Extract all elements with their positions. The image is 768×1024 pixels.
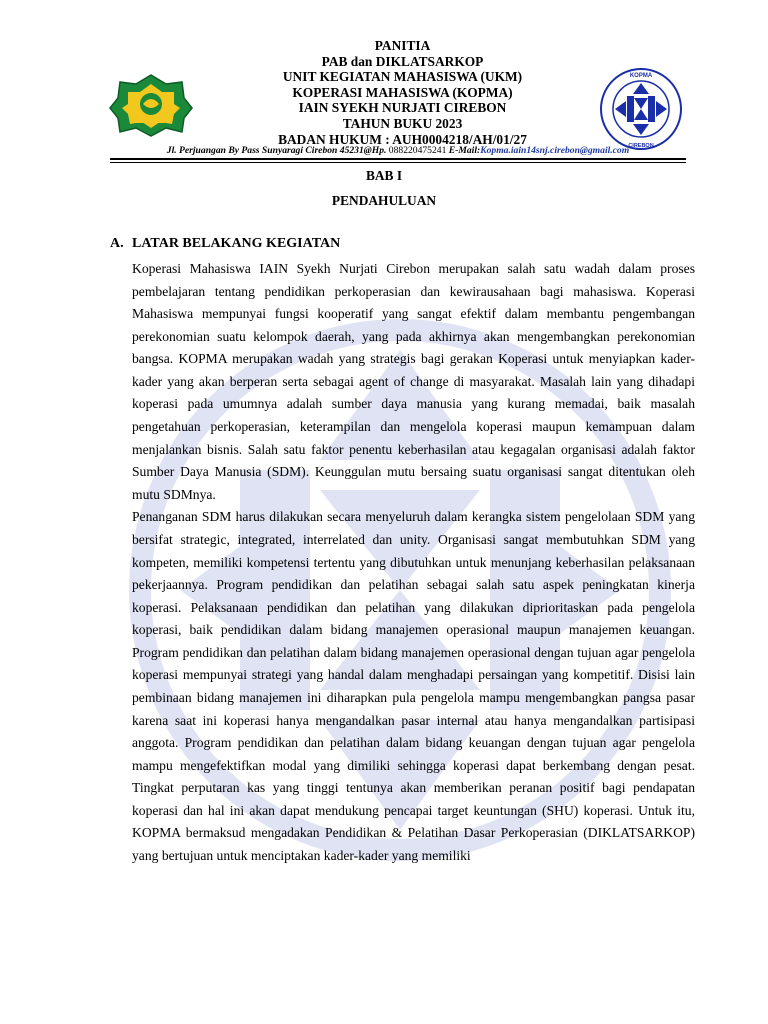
letterhead-line: BADAN HUKUM : AUH0004218/AH/01/27 (278, 131, 527, 147)
paragraph: Penanganan SDM harus dilakukan secara menyeluruh dalam kerangka sistem pengelolaan SDM yang bersifat strategic, integrated, interrelated dan unity. Organisasi sangat membutuhkan SDM yang kompeten, memiliki kompetensi tertentu yang dibutuhkan untuk menunjang keberhasilan pelaksanaan pekerjaannya. Program pendidikan dan pelatihan sebagai salah satu aspek peningkatan kinerja koperasi. Pelaksanaan pendidikan dan pelatihan yang dilakukan diprioritaskan pada pengelola koperasi, baik pendidikan dalam bidang manajemen operasional maupun manajemen keuangan. Program pendidikan dan pelatihan dalam bidang manajemen operasional dengan tujuan agar pengelola koperasi mempunyai strategi yang handal dalam menghadapi persaingan yang kompetitif. Disisi lain pembinaan bidang manajemen ini diharapkan pula pengelola mampu mengembangkan pangsa pasar karena saat ini koperasi hanya mengandalkan pasar internal atau hanya mengandalkan partisipasi anggota. Program pendidikan dan pelatihan dalam bidang keuangan dengan tujuan agar pengelola mampu mengefektifkan modal yang dimiliki sehingga koperasi dapat berkembang dengan pesat. Tingkat perputaran kas yang tinggi tentunya akan memberikan peranan positif bagi pendapatan koperasi dan hal ini akan dapat mendukung pencapai target keuntungan (SHU) koperasi. Untuk itu, KOPMA bermaksud mengadakan Pendidikan & Pelatihan Dasar Perkoperasian (DIKLATSARKOP) yang bertujuan untuk menciptakan kader-kader yang memiliki (132, 509, 695, 864)
section-number: A. (110, 236, 124, 251)
letterhead-line: UNIT KEGIATAN MAHASISWA (UKM) (282, 69, 523, 85)
body-text (132, 258, 695, 868)
letterhead-line: IAIN SYEKH NURJATI CIREBON (298, 100, 507, 116)
header-divider (110, 158, 686, 160)
letterhead (200, 38, 605, 147)
section-heading (110, 236, 340, 252)
svg-text:KOPMA: KOPMA (629, 73, 653, 79)
paragraph: Koperasi Mahasiswa IAIN Syekh Nurjati Cirebon merupakan salah satu wadah dalam proses pembelajaran tentang pendidikan perkoperasian dan kewirausahaan bagi mahasiswa. Koperasi Mahasiswa mempunyai fungsi kooperatif yang sangat efektif dalam membantu pengembangan perekonomian suatu kelompok daerah, yang pada akhirnya akan mengembangkan perekonomian bangsa. KOPMA merupakan wadah yang strategis bagi gerakan Koperasi untuk menyiapkan kader-kader yang akan berperan serta sebagai agent of change di masyarakat. Masalah lain yang dihadapi koperasi pada umumnya adalah sumber daya manusia yang kurang memadai, baik masalah pengetahuan perkoperasian, keterampilan dan mengelola koperasi maupun kemampuan dalam menjalankan bisnis. Salah satu faktor penentu keberhasilan atau kegagalan organisasi adalah faktor Sumber Daya Manusia (SDM). Keunggulan mutu bersaing suatu organisasi sangat ditentukan oleh mutu SDMnya. (132, 261, 695, 502)
svg-text:CIREBON: CIREBON (628, 143, 654, 149)
chapter-subtitle: PENDAHULUAN (331, 193, 437, 208)
address-text: Jl. Perjuangan By Pass Sunyaragi Cirebon 45231@Hp. (166, 145, 387, 156)
letterhead-line: TAHUN BUKU 2023 (342, 115, 463, 131)
iain-logo-icon (108, 72, 194, 138)
letterhead-line: PANITIA (374, 38, 431, 53)
section-title: LATAR BELAKANG KEGIATAN (132, 236, 341, 251)
phone-number: 088220475241 (386, 145, 449, 156)
kopma-logo-icon (598, 66, 684, 152)
letterhead-line: PAB dan DIKLATSARKOP (321, 53, 484, 69)
email-link[interactable]: Kopma.iain14snj.cirebon@gmail.com (480, 145, 630, 156)
letterhead-line: KOPERASI MAHASISWA (KOPMA) (292, 84, 513, 100)
email-label: E-Mail: (448, 145, 481, 156)
letterhead-address (118, 145, 678, 156)
header-divider-thin (110, 162, 686, 163)
chapter-title: BAB I (365, 168, 403, 183)
